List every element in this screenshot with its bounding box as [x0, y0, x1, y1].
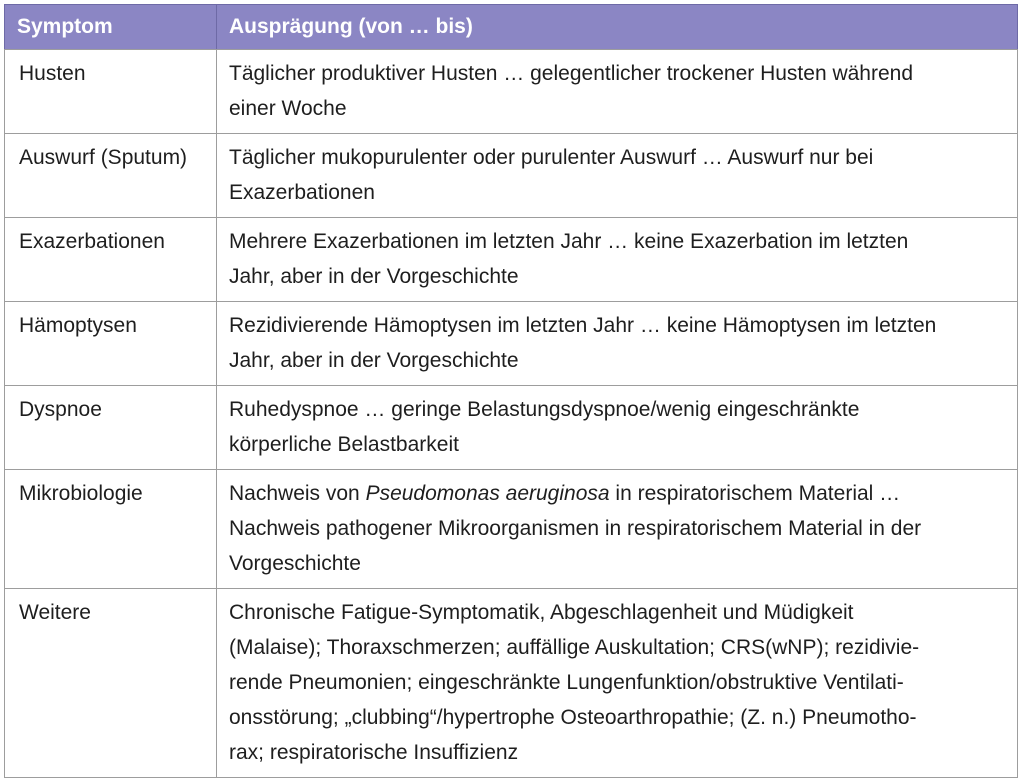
description-line: Nachweis pathogener Mikroorganismen in respiratorischem Material in der	[229, 517, 922, 540]
description-line: Exazerbationen	[229, 181, 375, 204]
header-symptom: Symptom	[5, 5, 217, 50]
table-row	[5, 470, 1018, 589]
description-line: Ruhedyspnoe … geringe Belastungsdyspnoe/wenig eingeschränkte	[229, 398, 860, 421]
description-line: rende Pneumonien; eingeschränkte Lungenfunktion/obstruktive Ventilati-	[229, 671, 904, 694]
symptom-table-container	[4, 4, 1017, 778]
description-cell	[217, 218, 1018, 302]
description-cell	[217, 134, 1018, 218]
description-cell	[217, 50, 1018, 134]
description-line	[229, 476, 1007, 511]
symptom-cell: Exazerbationen	[5, 218, 217, 302]
description-cell	[217, 589, 1018, 778]
table-header-row	[5, 5, 1018, 50]
table-row	[5, 386, 1018, 470]
symptom-table	[4, 4, 1018, 778]
description-text: Nachweis von	[229, 482, 366, 505]
description-line: Täglicher produktiver Husten … gelegentlicher trockener Husten während	[229, 62, 914, 85]
description-line: onsstörung; „clubbing“/hypertrophe Osteoarthropathie; (Z. n.) Pneumotho-	[229, 706, 917, 729]
description-line: Jahr, aber in der Vorgeschichte	[229, 349, 519, 372]
table-row	[5, 218, 1018, 302]
description-line: Jahr, aber in der Vorgeschichte	[229, 265, 519, 288]
description-line: Vorgeschichte	[229, 552, 361, 575]
symptom-cell: Dyspnoe	[5, 386, 217, 470]
symptom-cell: Mikrobiologie	[5, 470, 217, 589]
table-row	[5, 134, 1018, 218]
symptom-cell: Hämoptysen	[5, 302, 217, 386]
description-line: rax; respiratorische Insuffizienz	[229, 741, 519, 764]
symptom-cell: Auswurf (Sputum)	[5, 134, 217, 218]
description-cell	[217, 302, 1018, 386]
description-cell	[217, 386, 1018, 470]
symptom-cell: Husten	[5, 50, 217, 134]
table-row	[5, 50, 1018, 134]
organism-name: Pseudomonas aeruginosa	[365, 482, 610, 505]
table-row	[5, 302, 1018, 386]
description-line: Täglicher mukopurulenter oder purulenter Auswurf … Auswurf nur bei	[229, 146, 874, 169]
description-text: in respiratorischem Material …	[609, 482, 901, 505]
description-line: Mehrere Exazerbationen im letzten Jahr … keine Exazerbation im letzten	[229, 230, 909, 253]
description-line: körperliche Belastbarkeit	[229, 433, 459, 456]
description-line: Rezidivierende Hämoptysen im letzten Jahr … keine Hämoptysen im letzten	[229, 314, 937, 337]
header-auspraegung: Ausprägung (von … bis)	[217, 5, 1018, 50]
table-row	[5, 589, 1018, 778]
description-cell	[217, 470, 1018, 589]
description-line: einer Woche	[229, 97, 347, 120]
description-line: Chronische Fatigue-Symptomatik, Abgeschlagenheit und Müdigkeit	[229, 601, 854, 624]
symptom-cell: Weitere	[5, 589, 217, 778]
description-line: (Malaise); Thoraxschmerzen; auffällige Auskultation; CRS(wNP); rezidivie-	[229, 636, 920, 659]
